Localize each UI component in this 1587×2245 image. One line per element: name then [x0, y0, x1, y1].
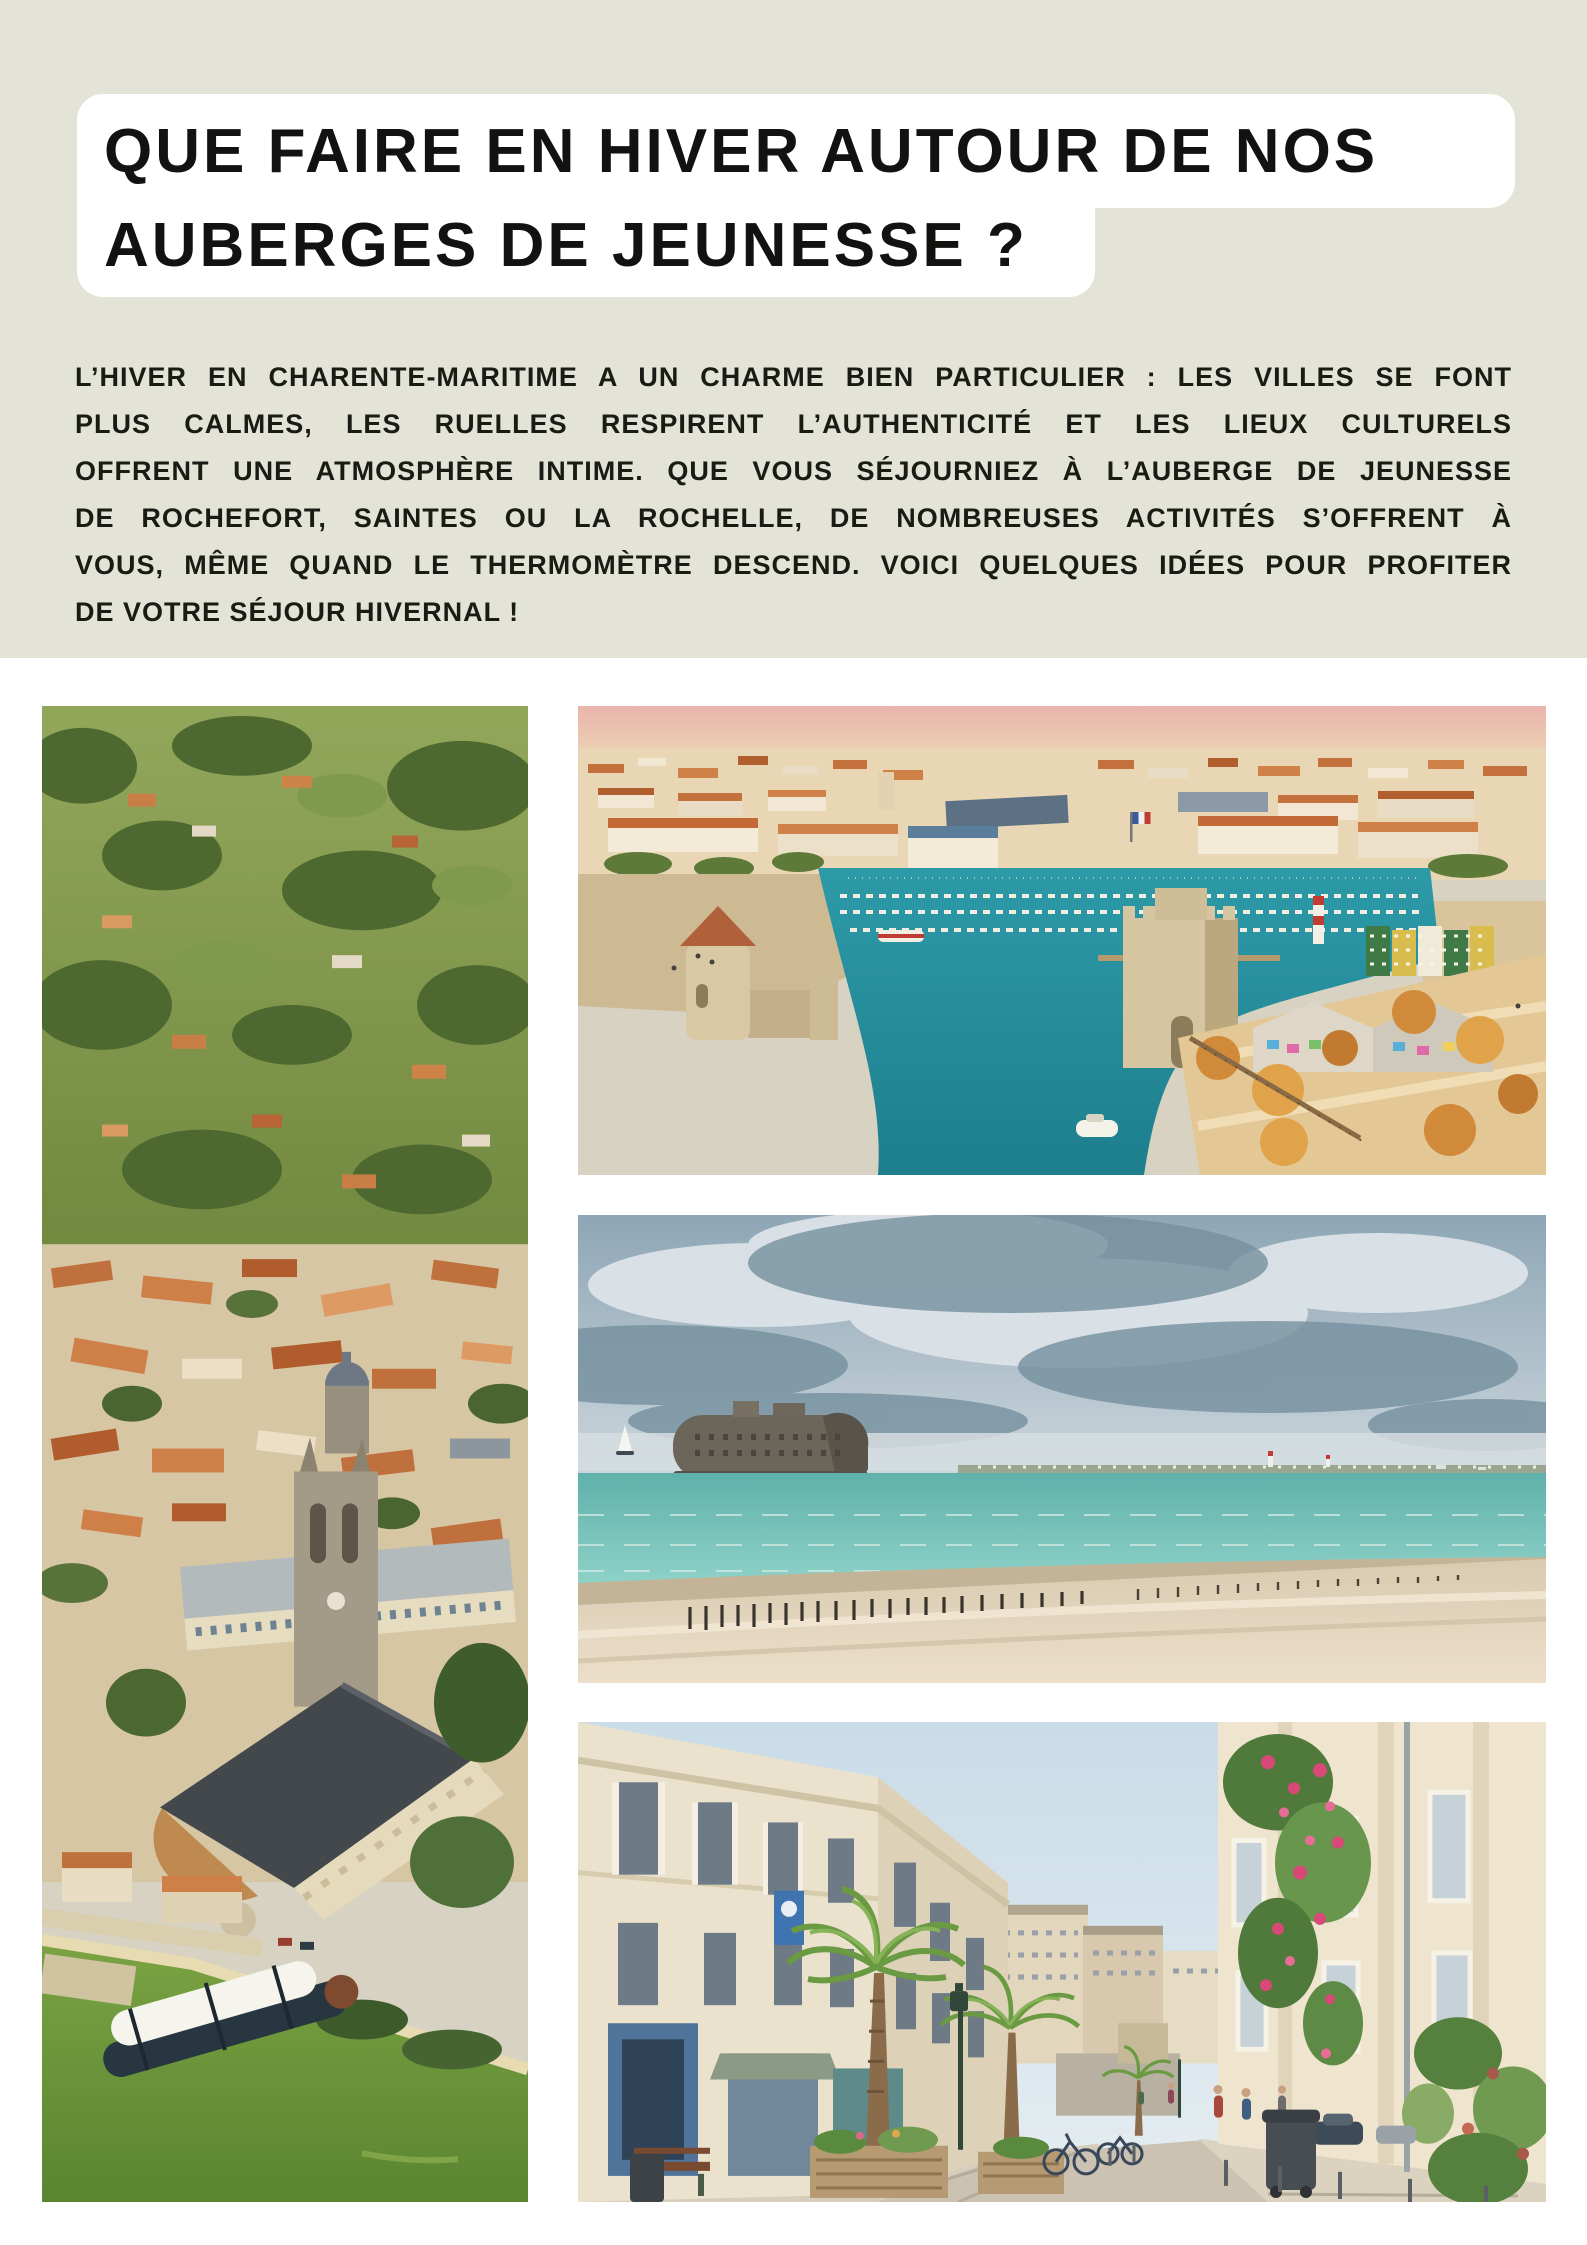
lighthouse-shape: [1313, 896, 1324, 944]
page-title-line1: QUE FAIRE EN HIVER AUTOUR DE NOS: [104, 116, 1379, 186]
paragraph-line: PLUS CALMES, LES RUELLES RESPIRENT L’AUTHENTICITÉ ET LES LIEUX CULTURELS: [75, 409, 1512, 439]
trash-bin: [1262, 2110, 1320, 2198]
la-rochelle-illustration: [578, 706, 1546, 1175]
header-section: [0, 0, 1587, 658]
title-highlight-box-line1: [77, 94, 1515, 208]
title-highlight-box-line2: [77, 194, 1095, 297]
page-title-line2: AUBERGES DE JEUNESSE ?: [104, 211, 1028, 280]
paragraph-line: VOUS, MÊME QUAND LE THERMOMÈTRE DESCEND. VOICI QUELQUES IDÉES POUR PROFITER: [75, 550, 1512, 580]
la-rochelle-harbor-photo: [578, 706, 1546, 1175]
saintes-aerial-photo: [42, 706, 528, 2202]
rochefort-street-photo: [578, 1722, 1546, 2202]
fort-boyard-sea-photo: [578, 1215, 1546, 1683]
paragraph-line: L’HIVER EN CHARENTE-MARITIME A UN CHARME BIEN PARTICULIER : LES VILLES SE FONT: [75, 362, 1512, 392]
rochefort-street-illustration: [578, 1722, 1546, 2202]
paragraph-line: DE ROCHEFORT, SAINTES OU LA ROCHELLE, DE NOMBREUSES ACTIVITÉS S’OFFRENT À: [75, 503, 1512, 533]
planter-box: [810, 2127, 1064, 2198]
saintes-aerial-illustration: [42, 706, 528, 2202]
paragraph-line: OFFRENT UNE ATMOSPHÈRE INTIME. QUE VOUS SÉJOURNIEZ À L’AUBERGE DE JEUNESSE: [75, 456, 1512, 486]
paragraph-line: DE VOTRE SÉJOUR HIVERNAL !: [75, 597, 520, 627]
intro-paragraph: [75, 354, 1512, 636]
fort-boyard-illustration: [578, 1215, 1546, 1683]
